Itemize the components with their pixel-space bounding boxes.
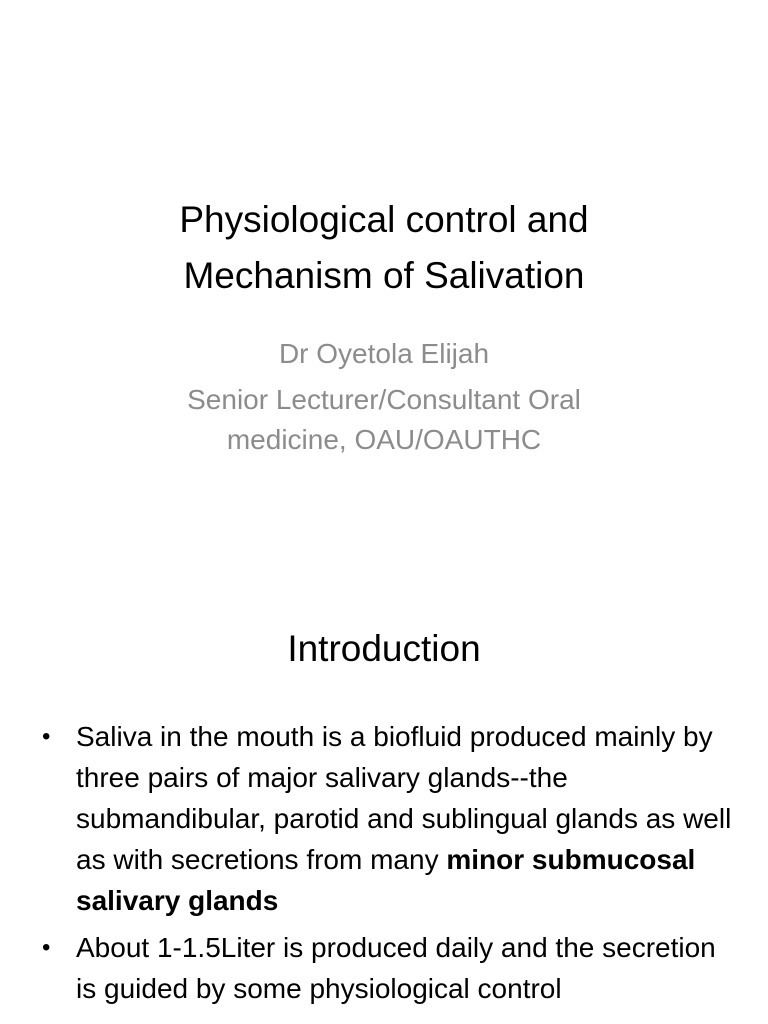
- presentation-title: [0, 192, 768, 304]
- presentation-subtitle: [0, 334, 768, 460]
- bullet-text: About 1-1.5Liter is produced daily and the secretion is guided by some physiological control: [76, 932, 716, 1004]
- slide-introduction: [0, 576, 768, 1024]
- bullet-text: Saliva in the mouth is a biofluid produced mainly by three pairs of major salivary glands--the submandibular, parotid and sublingual glands as well as with secretions from many: [76, 721, 732, 875]
- author-name: Dr Oyetola Elijah: [278, 338, 490, 369]
- author-position-line-1: Senior Lecturer/Consultant Oral: [187, 384, 581, 415]
- bullet-list: [38, 716, 738, 1015]
- bullet-dot-icon: •: [42, 723, 51, 750]
- bullet-item: [38, 927, 738, 1009]
- title-line-2: Mechanism of Salivation: [183, 255, 585, 296]
- bullet-bold-text: minor submucosal salivary glands: [76, 844, 696, 916]
- author-position-line-2: medicine, OAU/OAUTHC: [226, 424, 542, 455]
- title-line-1: Physiological control and: [179, 199, 589, 240]
- slide-heading: Introduction: [287, 628, 481, 669]
- bullet-item: [38, 716, 738, 921]
- bullet-dot-icon: •: [42, 934, 51, 961]
